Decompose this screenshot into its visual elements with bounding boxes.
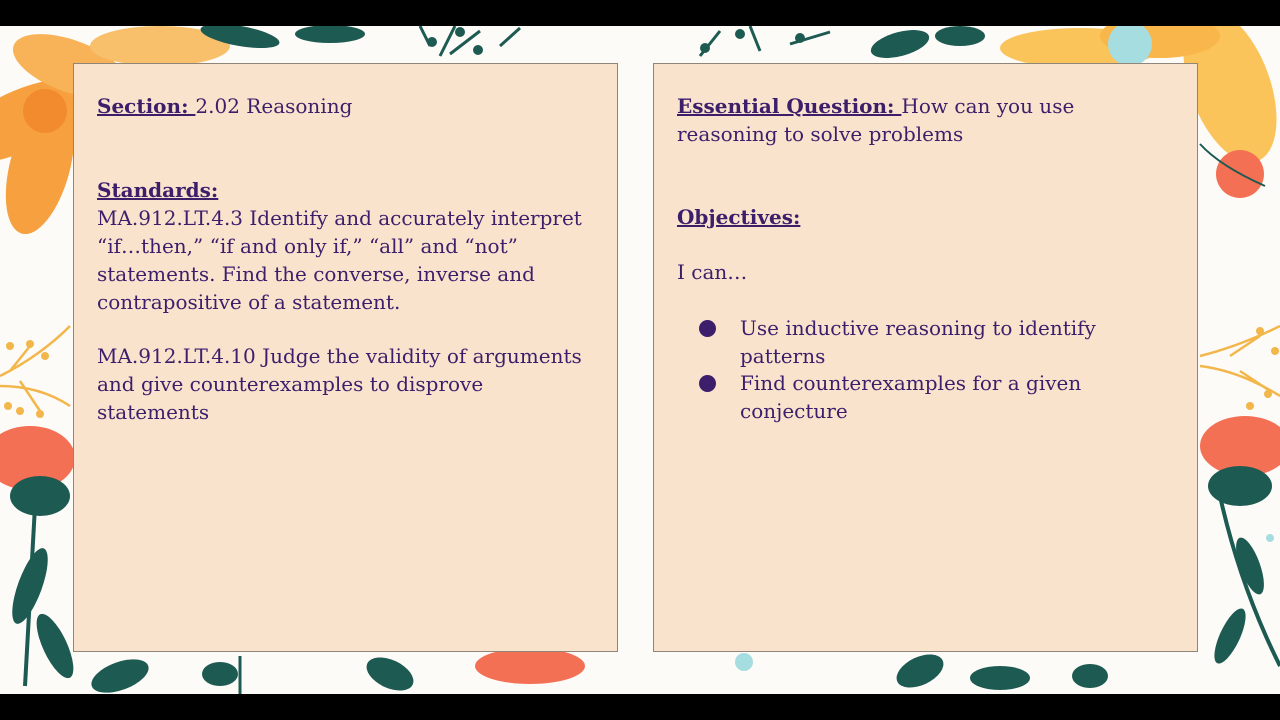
objective-text: Find counterexamples for a given conjecture — [740, 371, 1082, 423]
bottom-leaves — [87, 648, 1108, 694]
section-heading — [97, 92, 601, 120]
yellow-sprigs-left — [0, 326, 70, 411]
slide — [0, 26, 1280, 694]
standard-lt-4-3: MA.912.LT.4.3 Identify and accurately interpret “if…then,” “if and only if,” “all” and “not” statements. Find the converse, inverse and contrapositive of a statement. — [97, 206, 582, 314]
section-label: Section: — [97, 94, 196, 118]
teal-leaves-top — [199, 26, 985, 63]
objectives-label: Objectives: — [677, 205, 801, 229]
essential-question-text: How can you use reasoning to solve problems — [677, 94, 1075, 146]
bullet-icon — [699, 320, 716, 337]
standards-label: Standards: — [97, 178, 219, 202]
essential-question-label: Essential Question: — [677, 94, 902, 118]
question-objectives-card — [653, 63, 1198, 652]
yellow-sprigs-right — [1200, 326, 1280, 396]
objective-text: Use inductive reasoning to identify patterns — [740, 316, 1096, 368]
standard-lt-4-10: MA.912.LT.4.10 Judge the validity of arguments and give counterexamples to disprove statements — [97, 344, 582, 424]
coral-flower-left — [0, 426, 81, 686]
bullet-icon — [699, 375, 716, 392]
section-standards-card — [73, 63, 618, 652]
essential-question — [677, 92, 1181, 148]
i-can-text: I can… — [677, 260, 748, 284]
coral-flower-right — [1200, 416, 1280, 667]
section-value: 2.02 Reasoning — [195, 94, 353, 118]
